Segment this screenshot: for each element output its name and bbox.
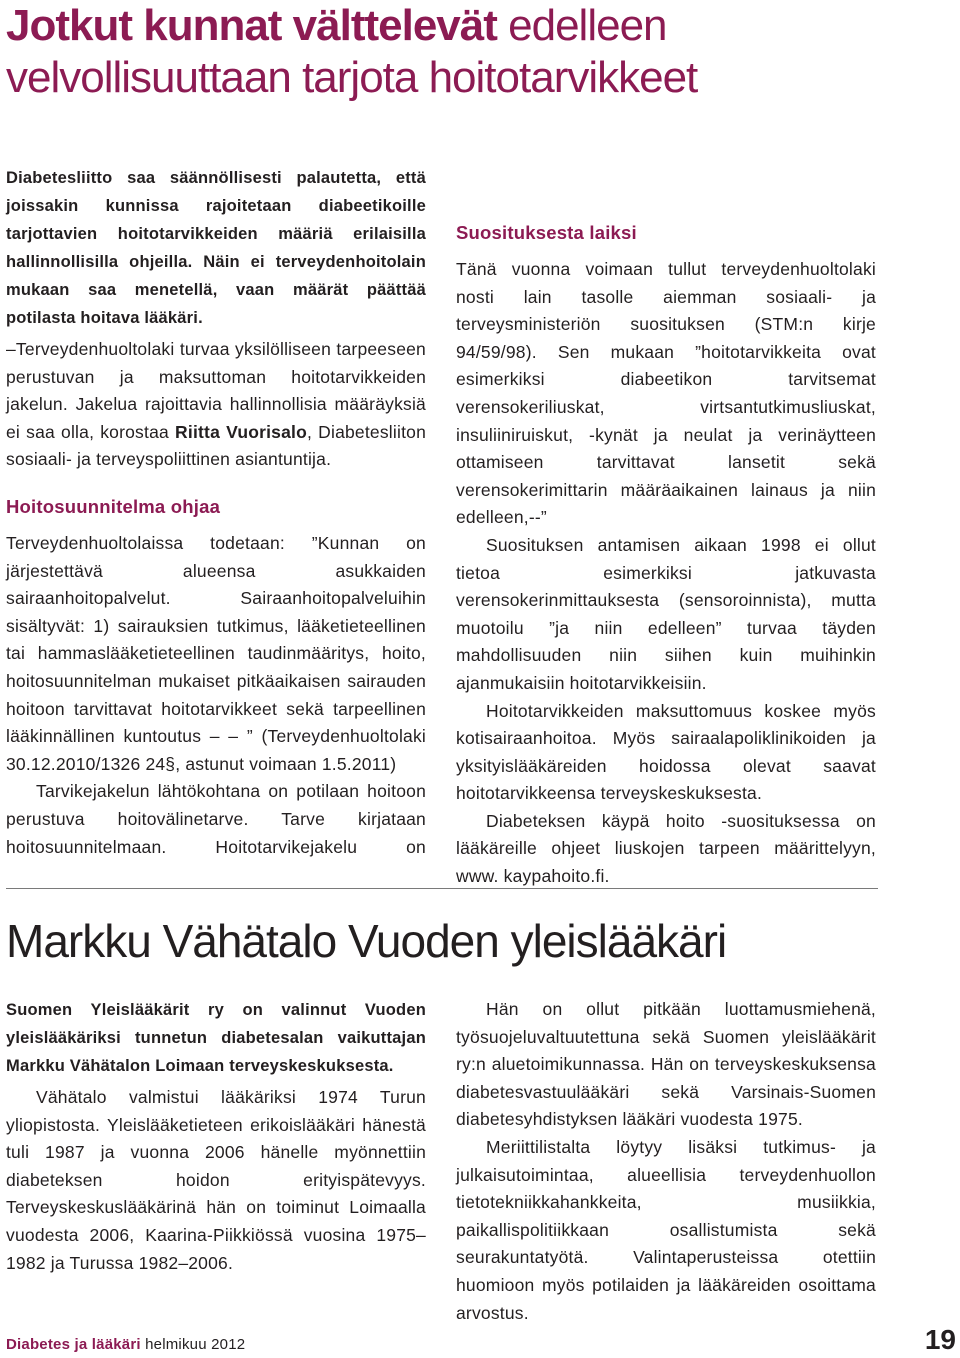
p1-end: , Diabetesliiton sosiaali- ja terveyspoliittinen asiantuntija. [6, 421, 426, 470]
footer-issue: helmikuu 2012 [145, 1336, 246, 1353]
article2-column-right [456, 996, 876, 1327]
article1-paragraph: Suosituksen antamisen aikaan 1998 ei ollut tietoa esimerkiksi jatkuvasta verensokerinmittauksesta (sensoroinnista), mutta muotoilu ”ja niin edelleen” turvaa täyden mahdollisuuden niin siihen kuin muihinkin ajanmukaisiin hoitotarvikkeisiin. [456, 534, 876, 693]
article2-column-left [6, 996, 426, 1277]
article2-lead: Suomen Yleislääkärit ry on valinnut Vuoden yleislääkäriksi tunnetun diabetesalan vaikuttajan Markku Vähätalon Loimaan terveyskeskuksesta. [6, 1001, 426, 1075]
article1-column-left [6, 164, 426, 858]
article1-paragraph: Tänä vuonna voimaan tullut terveydenhuoltolaki nosti lain tasolle aiemman sosiaali- ja terveysministeriön suosituksen (STM:n kirje 94/59/98). Sen mukaan ”hoitotarvikkeita ovat esimerkiksi diabeetikon tarvitsemat verensokeriliuskat, virtsantutkimusliuskat, insuliiniruiskut, -kynät ja neulat ja verinäytteen ottamiseen tarvittavat lansetit sekä verensokerimittarin määräaikainen lainaus ja niin edelleen,--” [456, 259, 876, 528]
article1-lead: Diabetesliitto saa säännöllisesti palautetta, että joissakin kunnissa rajoitetaan diabeetikoille tarjottavien hoitotarvikkeiden määriä erilaisilla hallinnollisilla ohjeilla. Näin ei terveydenhoitolain mukaan saa menetellä, vaan määrät päättää potilasta hoitava lääkäri. [6, 169, 426, 327]
headline-light: edelleen velvollisuuttaan tarjota hoitotarvikkeet [6, 1, 698, 102]
article1-paragraph [6, 336, 426, 474]
quoted-person: Riitta Vuorisalo [175, 421, 307, 442]
p1-text: –Terveydenhuoltolaki turvaa yksilölliseen tarpeeseen perustuvan ja maksuttoman hoitotarvikkeiden jakelun. Jakelua rajoittavia hallinnollisia määräyksiä ei saa olla, korostaa [6, 339, 426, 442]
footer-magazine [6, 1336, 245, 1353]
article2-paragraph: Vähätalo valmistui lääkäriksi 1974 Turun yliopistosta. Yleislääketieteen erikoislääkäri hänestä tuli 1987 ja vuonna 2006 hänelle myönnettiin diabeteksen hoidon erityispätevyys. Terveyskeskuslääkärinä hän on toiminut Loimaalla vuodesta 2006, Kaarina-Piikkiössä vuosina 1975–1982 ja Turussa 1982–2006. [6, 1087, 426, 1273]
article1-paragraph: Hoitotarvikkeiden maksuttomuus koskee myös kotisairaanhoitoa. Myös sairaalapoliklinikoiden ja yksityislääkäreiden hoidossa olevat saavat hoitotarvikkeensa terveyskeskuksesta. [456, 700, 876, 804]
article1-paragraph: Tarvikejakelun lähtökohtana on potilaan hoitoon perustuva hoitovälinetarve. Tarve kirjataan hoitosuunnitelmaan. Hoitotarvikejakelu on [6, 781, 426, 857]
section-divider [6, 888, 878, 889]
article1-column-right [456, 164, 876, 891]
article-headline [6, 0, 956, 104]
footer-mag-name: Diabetes [6, 1336, 71, 1353]
footer-mag-name-2: ja lääkäri [74, 1336, 141, 1353]
page-number: 19 [924, 1324, 956, 1355]
article2-paragraph: Hän on ollut pitkään luottamusmiehenä, työsuojeluvaltuutettuna sekä Suomen yleislääkärit ry:n aluetoimikunnassa. Hän on terveyskeskuksensa diabetesvastuulääkäri sekä Varsinais-Suomen diabetesyhdistyksen lääkäri vuodesta 1975. [456, 999, 876, 1130]
subheading-plan: Hoitosuunnitelma ohjaa [6, 495, 221, 517]
subheading-recommendation: Suosituksesta laiksi [456, 222, 637, 243]
article1-paragraph: Terveydenhuoltolaissa todetaan: ”Kunnan on järjestettävä alueensa asukkaiden sairaanhoitopalvelut. Sairaanhoitopalveluihin sisältyvät: 1) sairauksien tutkimus, lääketieteellinen tai hammaslääketieteellinen taudinmääritys, hoito, hoitosuunnitelman mukaiset pitkäaikaisen sairauden hoitoon tarvittavat hoitotarvikkeet sekä tarpeellinen lääkinnällinen kuntoutus – – ” (Terveydenhuoltolaki 30.12.2010/1326 24§, astunut voimaan 1.5.2011) [6, 532, 426, 774]
article2-headline: Markku Vähätalo Vuoden yleislääkäri [6, 915, 727, 967]
article2-paragraph: Meriittilistalta löytyy lisäksi tutkimus- ja julkaisutoimintaa, alueellisia terveydenhuollon tietotekniikkahankkeita, musiikkia, paikallispolitiikkaan osallistumista sekä seurakuntatyötä. Valintaperusteissa otettiin huomioon myös potilaiden ja lääkäreiden osoittama arvostus. [456, 1136, 876, 1323]
headline-bold: Jotkut kunnat välttelevät [6, 1, 497, 50]
article1-paragraph: Diabeteksen käypä hoito -suosituksessa on lääkäreille ohjeet liuskojen tarpeen määrittelyyn, www. kaypahoito.fi. [456, 810, 876, 887]
